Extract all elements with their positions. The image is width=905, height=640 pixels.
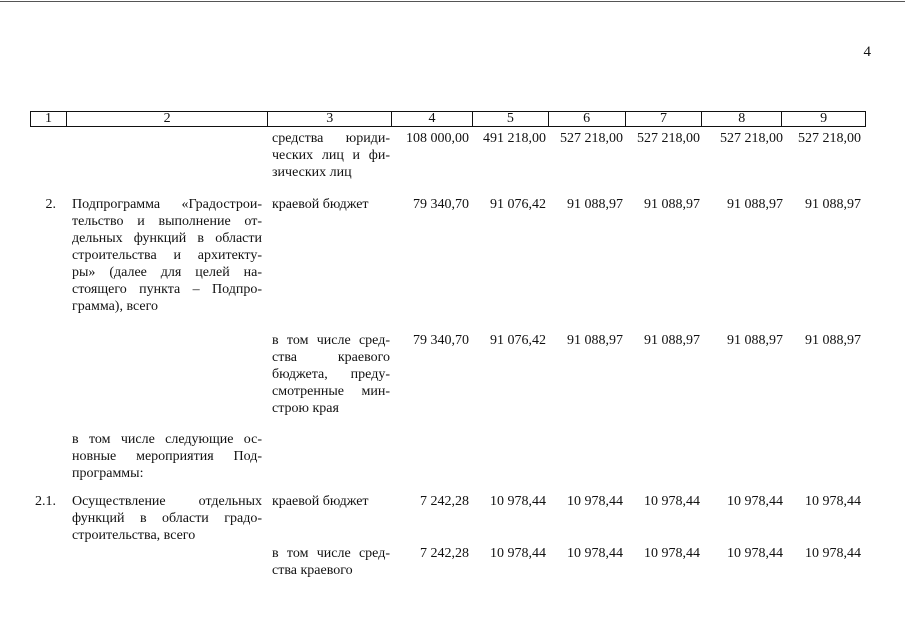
row-name-line: Подпрограмма «Градострои- <box>72 197 262 212</box>
row-value-col-7: 527 218,00 <box>637 131 700 146</box>
row-value-col-4: 7 242,28 <box>420 546 469 561</box>
row-name-line: в том числе следующие ос- <box>72 432 262 447</box>
row-number: 2.1. <box>35 494 56 509</box>
row-value-col-9: 91 088,97 <box>805 333 861 348</box>
row-source-line: краевой бюджет <box>272 197 369 212</box>
header-col-5: 5 <box>473 112 549 126</box>
row-value-col-8: 10 978,44 <box>727 546 783 561</box>
row-value-col-8: 527 218,00 <box>720 131 783 146</box>
row-value-col-4: 79 340,70 <box>413 197 469 212</box>
row-value-col-9: 10 978,44 <box>805 546 861 561</box>
table-header-row <box>30 111 866 127</box>
row-value-col-5: 491 218,00 <box>483 131 546 146</box>
row-source-line: строю края <box>272 401 339 416</box>
row-name-line: новные мероприятия Под- <box>72 449 262 464</box>
row-value-col-4: 79 340,70 <box>413 333 469 348</box>
row-name-line: функций в области градо- <box>72 511 262 526</box>
header-col-2: 2 <box>67 112 269 126</box>
row-source-line: средства юриди- <box>272 131 390 146</box>
row-value-col-5: 91 076,42 <box>490 333 546 348</box>
header-col-7: 7 <box>626 112 703 126</box>
row-source-line: ства краевого <box>272 563 353 578</box>
row-number: 2. <box>45 197 56 212</box>
row-value-col-6: 527 218,00 <box>560 131 623 146</box>
row-name-line: дельных функций в области <box>72 231 262 246</box>
row-value-col-6: 10 978,44 <box>567 494 623 509</box>
header-col-9: 9 <box>820 111 828 126</box>
row-source-line: бюджета, преду- <box>272 367 390 382</box>
header-col-8: 8 <box>702 112 782 126</box>
row-source-line: ческих лиц и фи- <box>272 148 390 163</box>
row-source-line: смотренные мин- <box>272 384 390 399</box>
row-name-line: тельство и выполнение от- <box>72 214 262 229</box>
header-col-1: 1 <box>31 112 67 126</box>
row-value-col-9: 10 978,44 <box>805 494 861 509</box>
row-value-col-8: 91 088,97 <box>727 197 783 212</box>
row-value-col-5: 10 978,44 <box>490 546 546 561</box>
row-name-line: программы: <box>72 466 144 481</box>
header-col-4: 4 <box>392 112 473 126</box>
row-source-line: в том числе сред- <box>272 333 390 348</box>
row-source-line: ства краевого <box>272 350 390 365</box>
row-value-col-9: 527 218,00 <box>798 131 861 146</box>
row-source-line: в том числе сред- <box>272 546 390 561</box>
row-value-col-5: 91 076,42 <box>490 197 546 212</box>
row-value-col-5: 10 978,44 <box>490 494 546 509</box>
top-border-line <box>0 1 905 2</box>
row-value-col-7: 91 088,97 <box>644 333 700 348</box>
row-name-line: строительства, всего <box>72 528 196 543</box>
row-value-col-4: 108 000,00 <box>406 131 469 146</box>
row-value-col-8: 10 978,44 <box>727 494 783 509</box>
row-name-line: строительства и архитекту- <box>72 248 262 263</box>
row-value-col-6: 91 088,97 <box>567 333 623 348</box>
row-value-col-7: 91 088,97 <box>644 197 700 212</box>
row-value-col-9: 91 088,97 <box>805 197 861 212</box>
row-name-line: Осуществление отдельных <box>72 494 262 509</box>
row-value-col-6: 91 088,97 <box>567 197 623 212</box>
row-source-line: зических лиц <box>272 165 352 180</box>
row-value-col-6: 10 978,44 <box>567 546 623 561</box>
row-value-col-7: 10 978,44 <box>644 494 700 509</box>
row-name-line: грамма), всего <box>72 299 158 314</box>
header-col-3: 3 <box>268 112 392 126</box>
row-name-line: стоящего пункта – Подпро- <box>72 282 262 297</box>
header-col-6: 6 <box>549 112 626 126</box>
row-value-col-8: 91 088,97 <box>727 333 783 348</box>
row-source-line: краевой бюджет <box>272 494 369 509</box>
page-number: 4 <box>863 44 871 60</box>
row-value-col-4: 7 242,28 <box>420 494 469 509</box>
row-value-col-7: 10 978,44 <box>644 546 700 561</box>
row-name-line: ры» (далее для целей на- <box>72 265 262 280</box>
